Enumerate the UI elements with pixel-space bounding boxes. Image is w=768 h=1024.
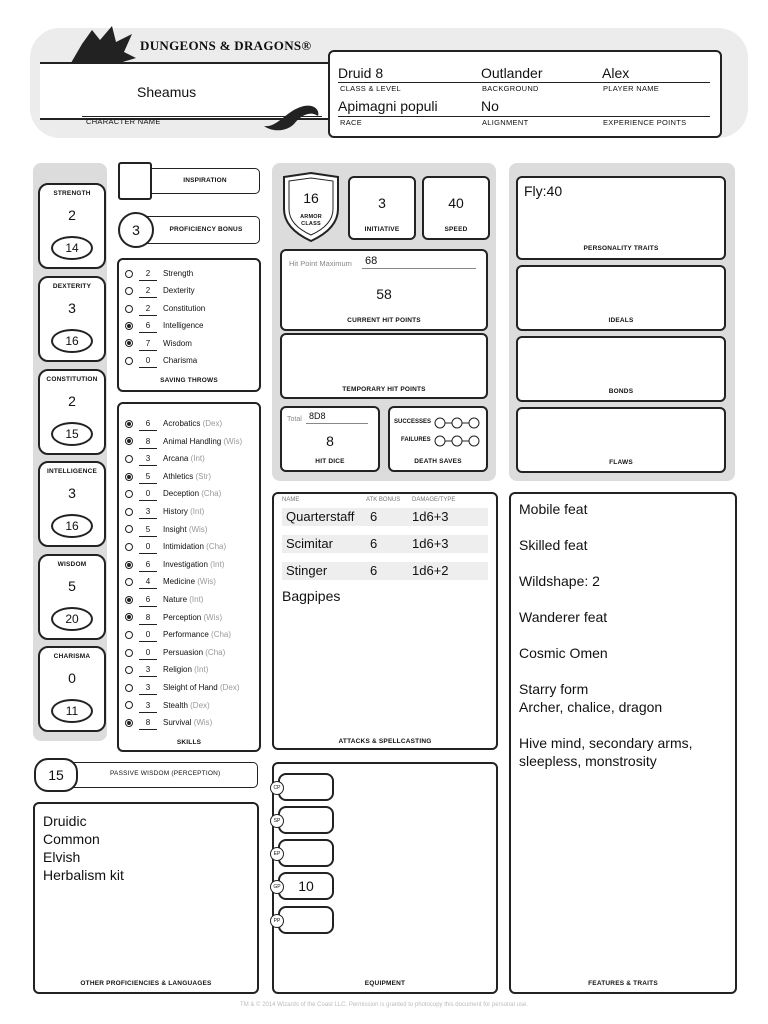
feature-line	[519, 626, 693, 644]
proficiency-checkbox[interactable]	[125, 701, 133, 709]
skill-row	[125, 594, 203, 606]
skill-name: Deception	[163, 489, 200, 499]
proficiency-checkbox[interactable]	[125, 578, 133, 586]
proficiency-checkbox[interactable]	[125, 339, 133, 347]
passive-wisdom-label: PASSIVE WISDOM (PERCEPTION)	[110, 770, 221, 777]
attack-name[interactable]: Quarterstaff	[282, 508, 366, 526]
skill-value[interactable]: 3	[139, 453, 157, 466]
skill-row	[125, 682, 240, 694]
logo-text: DUNGEONS & DRAGONS®	[140, 38, 312, 53]
proficiency-line: Elvish	[43, 849, 81, 865]
saving-throw-value[interactable]: 2	[139, 285, 157, 298]
attacks-extra[interactable]: Bagpipes	[282, 588, 341, 604]
proficiency-checkbox[interactable]	[125, 649, 133, 657]
proficiencies-panel	[33, 802, 259, 994]
character-name-label: CHARACTER NAME	[86, 117, 161, 126]
skill-row	[125, 471, 211, 483]
proficiency-line: Common	[43, 831, 100, 847]
attack-damage[interactable]: 1d6+2	[408, 562, 488, 580]
skill-attribute: (Int)	[190, 507, 205, 516]
proficiency-checkbox[interactable]	[125, 420, 133, 428]
speed-value[interactable]: 40	[448, 195, 464, 211]
banner-swirl-icon	[262, 96, 322, 132]
skill-attribute: (Dex)	[219, 683, 240, 692]
skill-value[interactable]: 3	[139, 682, 157, 695]
skill-attribute: (Int)	[190, 454, 205, 464]
current-hp-value[interactable]: 58	[376, 286, 392, 302]
skill-row	[125, 524, 207, 536]
coin-field[interactable]	[273, 773, 334, 801]
skills-panel	[117, 402, 261, 752]
saving-throw-row	[125, 338, 192, 350]
feature-line	[519, 716, 693, 734]
attacks-col-name: NAME	[282, 497, 300, 503]
skill-value[interactable]: 6	[139, 594, 157, 607]
skill-attribute: (Int)	[194, 665, 209, 675]
skill-attribute: (Int)	[189, 595, 204, 604]
saving-throw-value[interactable]: 6	[139, 320, 157, 333]
attack-name[interactable]: Stinger	[282, 562, 366, 580]
skill-name: Athletics	[163, 471, 194, 481]
skill-name: Investigation	[163, 559, 208, 569]
feature-line: Wildshape: 2	[519, 573, 600, 589]
skill-row	[125, 647, 225, 659]
ability-modifier[interactable]: 20	[51, 607, 93, 631]
background-label: BACKGROUND	[482, 84, 539, 93]
hp-max-line	[362, 268, 476, 269]
skill-value[interactable]: 8	[139, 612, 157, 625]
race-value[interactable]: Apimagni populi	[338, 98, 438, 114]
saving-throw-row	[125, 268, 193, 280]
ability-label: STRENGTH	[53, 190, 91, 197]
inspiration-checkbox[interactable]	[118, 162, 152, 200]
skill-attribute: (Str)	[195, 471, 212, 481]
skill-value[interactable]: 0	[139, 647, 157, 660]
info-line-2	[338, 116, 710, 117]
skill-value[interactable]: 0	[139, 488, 157, 501]
hit-dice-label: HIT DICE	[315, 458, 345, 465]
skill-name: Acrobatics	[163, 419, 201, 428]
ability-label: CONSTITUTION	[46, 376, 98, 383]
skill-row	[125, 629, 231, 641]
attack-name[interactable]: Scimitar	[282, 535, 366, 553]
skill-attribute: (Wis)	[193, 718, 213, 728]
feature-line: Skilled feat	[519, 537, 588, 553]
proficiency-checkbox[interactable]	[125, 613, 133, 621]
skill-name: Persuasion	[163, 647, 204, 657]
proficiency-checkbox[interactable]	[125, 525, 133, 533]
temp-hp-label: TEMPORARY HIT POINTS	[342, 386, 426, 393]
inspiration-label: INSPIRATION	[183, 177, 227, 184]
proficiency-checkbox[interactable]	[125, 357, 133, 365]
proficiency-value[interactable]: 3	[118, 212, 154, 248]
proficiency-checkbox[interactable]	[125, 719, 133, 727]
info-line-1	[338, 82, 710, 83]
skill-name: Insight	[163, 524, 187, 534]
skill-value[interactable]: 0	[139, 541, 157, 554]
coin-field[interactable]	[273, 906, 334, 934]
race-label: RACE	[340, 118, 363, 127]
coin-label: CP	[270, 781, 284, 795]
saving-throw-value[interactable]: 2	[139, 303, 157, 316]
equipment-title: EQUIPMENT	[364, 980, 406, 987]
hp-max-value[interactable]: 68	[365, 255, 378, 267]
proficiency-checkbox[interactable]	[125, 666, 133, 674]
proficiency-checkbox[interactable]	[125, 508, 133, 516]
proficiency-checkbox[interactable]	[125, 455, 133, 463]
success-checkboxes[interactable]	[434, 416, 480, 434]
proficiency-checkbox[interactable]	[125, 561, 133, 569]
skill-row	[125, 541, 226, 553]
ability-score[interactable]: 3	[68, 300, 76, 316]
armor-class-label: ARMOR CLASS	[300, 214, 322, 227]
death-saves-label: DEATH SAVES	[414, 458, 462, 465]
saving-throw-row	[125, 285, 195, 297]
skill-row	[125, 717, 212, 729]
saving-throw-row	[125, 320, 203, 332]
saving-throw-row	[125, 303, 205, 315]
armor-class-value[interactable]: 16	[303, 190, 319, 206]
personality-traits-label: PERSONALITY TRAITS	[583, 245, 659, 252]
proficiency-line: Druidic	[43, 813, 87, 829]
proficiency-label: PROFICIENCY BONUS	[169, 226, 243, 233]
ideals-label: IDEALS	[608, 317, 634, 324]
skills-title: SKILLS	[176, 739, 202, 746]
skill-row	[125, 576, 216, 588]
feature-line: Archer, chalice, dragon	[519, 699, 663, 715]
saving-throw-value[interactable]: 2	[139, 268, 157, 281]
attacks-title: ATTACKS & SPELLCASTING	[338, 738, 432, 745]
skill-row	[125, 559, 224, 571]
coin-field[interactable]	[273, 839, 334, 867]
skill-name: Perception	[163, 612, 202, 622]
proficiency-checkbox[interactable]	[125, 437, 133, 445]
feature-line	[519, 590, 693, 608]
skill-row	[125, 436, 242, 448]
ability-modifier[interactable]: 15	[51, 422, 93, 446]
saving-throw-name: Wisdom	[163, 338, 192, 348]
skill-name: Survival	[163, 718, 192, 728]
initiative-value[interactable]: 3	[378, 195, 386, 211]
failure-checkboxes[interactable]	[434, 434, 480, 452]
skill-attribute: (Dex)	[202, 419, 223, 428]
attack-row[interactable]	[282, 562, 492, 580]
alignment-value[interactable]: No	[481, 98, 499, 114]
attack-bonus[interactable]: 6	[366, 562, 408, 580]
skill-name: Intimidation	[163, 542, 204, 552]
feature-line: Cosmic Omen	[519, 645, 608, 661]
skill-value[interactable]: 5	[139, 524, 157, 537]
coin-label: EP	[270, 847, 284, 861]
ability-modifier[interactable]: 11	[51, 699, 93, 723]
skill-name: Animal Handling	[163, 436, 222, 446]
skill-value[interactable]: 3	[139, 664, 157, 677]
proficiency-checkbox[interactable]	[125, 631, 133, 639]
ability-score[interactable]: 2	[68, 207, 76, 223]
attack-bonus[interactable]: 6	[366, 508, 408, 526]
attack-damage[interactable]: 1d6+3	[408, 535, 488, 553]
skill-name: Medicine	[163, 577, 196, 587]
features-panel	[509, 492, 737, 994]
skill-name: Performance	[163, 630, 209, 640]
saving-throw-name: Dexterity	[163, 286, 195, 296]
saving-throw-value[interactable]: 0	[139, 355, 157, 368]
coin-field[interactable]	[273, 806, 334, 834]
attacks-panel	[272, 492, 498, 750]
personality-traits-value[interactable]: Fly:40	[524, 183, 563, 199]
skill-row	[125, 612, 222, 624]
passive-wisdom-value[interactable]: 15	[34, 758, 78, 792]
proficiency-checkbox[interactable]	[125, 596, 133, 604]
proficiency-checkbox[interactable]	[125, 305, 133, 313]
hit-dice-total-value[interactable]: 8D8	[309, 411, 326, 421]
skill-row	[125, 453, 205, 465]
skill-value[interactable]: 3	[139, 506, 157, 519]
skill-attribute: (Cha)	[201, 489, 222, 499]
ability-modifier[interactable]: 16	[51, 329, 93, 353]
attack-row[interactable]	[282, 535, 492, 553]
skill-name: Sleight of Hand	[163, 683, 218, 692]
saving-throw-row	[125, 355, 197, 367]
saving-throw-value[interactable]: 7	[139, 338, 157, 351]
attacks-col-bonus: ATK BONUS	[366, 497, 401, 503]
footer-copyright: TM & © 2014 Wizards of the Coast LLC. Permission is granted to photocopy this document for personal use.	[240, 1002, 528, 1008]
skill-name: Arcana	[163, 454, 189, 464]
skill-value[interactable]: 6	[139, 418, 157, 431]
skill-attribute: (Wis)	[197, 577, 216, 587]
proficiency-checkbox[interactable]	[125, 473, 133, 481]
proficiency-line: Herbalism kit	[43, 867, 124, 883]
proficiency-checkbox[interactable]	[125, 322, 133, 330]
skill-value[interactable]: 8	[139, 717, 157, 730]
skill-value[interactable]: 0	[139, 629, 157, 642]
skill-attribute: (Wis)	[188, 524, 208, 534]
armor-class-shield	[280, 171, 342, 243]
feature-line: Hive mind, secondary arms,	[519, 735, 693, 751]
failures-label: FAILURES	[401, 437, 431, 443]
skill-attribute: (Dex)	[190, 700, 210, 710]
ability-label: WISDOM	[57, 561, 87, 568]
ability-label: CHARISMA	[53, 653, 91, 660]
proficiencies-title: OTHER PROFICIENCIES & LANGUAGES	[80, 980, 212, 987]
proficiency-checkbox[interactable]	[125, 490, 133, 498]
skill-value[interactable]: 6	[139, 559, 157, 572]
ability-score[interactable]: 3	[68, 485, 76, 501]
skill-attribute: (Int)	[210, 559, 225, 569]
skill-attribute: (Cha)	[211, 630, 232, 640]
coin-value[interactable]: 10	[298, 878, 314, 894]
xp-label: EXPERIENCE POINTS	[603, 118, 687, 127]
skill-name: Religion	[163, 665, 192, 675]
attacks-col-damage: DAMAGE/TYPE	[412, 497, 456, 503]
current-hp-label: CURRENT HIT POINTS	[347, 317, 421, 324]
ability-modifier[interactable]: 14	[51, 236, 93, 260]
skill-row	[125, 700, 210, 712]
skill-attribute: (Cha)	[205, 647, 226, 657]
features-text[interactable]	[519, 500, 693, 770]
skill-name: Stealth	[163, 700, 188, 710]
skill-row	[125, 488, 221, 500]
skill-value[interactable]: 4	[139, 576, 157, 589]
feature-line: Wanderer feat	[519, 609, 608, 625]
proficiency-checkbox[interactable]	[125, 543, 133, 551]
skill-name: Nature	[163, 595, 188, 604]
saving-throw-name: Constitution	[163, 303, 206, 313]
ability-score[interactable]: 2	[68, 393, 76, 409]
skill-value[interactable]: 3	[139, 700, 157, 713]
skill-row	[125, 664, 208, 676]
skill-name: History	[163, 507, 188, 516]
attack-row[interactable]	[282, 508, 492, 526]
initiative-label: INITIATIVE	[364, 226, 400, 233]
coin-field[interactable]	[273, 872, 334, 900]
attack-bonus[interactable]: 6	[366, 535, 408, 553]
features-title: FEATURES & TRAITS	[588, 980, 658, 987]
proficiencies-text[interactable]	[43, 812, 124, 884]
alignment-label: ALIGNMENT	[482, 118, 529, 127]
skill-attribute: (Cha)	[206, 542, 227, 552]
saving-throw-name: Intelligence	[163, 321, 204, 331]
player-name-value[interactable]: Alex	[602, 65, 630, 81]
saving-throws-panel	[117, 258, 261, 392]
skill-row	[125, 506, 204, 518]
hit-dice-value[interactable]: 8	[326, 433, 334, 449]
ability-label: INTELLIGENCE	[46, 468, 98, 475]
saving-throw-name: Strength	[163, 269, 194, 278]
skill-value[interactable]: 8	[139, 436, 157, 449]
hit-dice-total-label: Total	[287, 416, 302, 423]
feature-line: Starry form	[519, 681, 589, 697]
bonds-label: BONDS	[608, 388, 634, 395]
proficiency-checkbox[interactable]	[125, 287, 133, 295]
successes-label: SUCCESSES	[394, 419, 432, 425]
saving-throw-name: Charisma	[163, 356, 198, 365]
feature-line: Mobile feat	[519, 501, 588, 517]
coin-label: PP	[270, 914, 284, 928]
feature-line	[519, 518, 693, 536]
coin-label: GP	[270, 880, 284, 894]
feature-line	[519, 662, 693, 680]
class-level-value[interactable]: Druid 8	[338, 65, 384, 81]
ability-label: DEXTERITY	[52, 283, 92, 290]
attack-damage[interactable]: 1d6+3	[408, 508, 488, 526]
skill-attribute: (Wis)	[203, 612, 223, 622]
player-name-label: PLAYER NAME	[603, 84, 660, 93]
feature-line	[519, 554, 693, 572]
ability-score[interactable]: 5	[68, 578, 76, 594]
background-value[interactable]: Outlander	[481, 65, 543, 81]
hit-dice-total-line	[306, 423, 368, 424]
coin-label: SP	[270, 814, 284, 828]
saving-throws-title: SAVING THROWS	[160, 377, 218, 384]
ability-score[interactable]: 0	[68, 670, 76, 686]
proficiency-checkbox[interactable]	[125, 270, 133, 278]
class-level-label: CLASS & LEVEL	[340, 84, 402, 93]
proficiency-checkbox[interactable]	[125, 684, 133, 692]
skill-attribute: (Wis)	[223, 436, 243, 446]
skill-row	[125, 418, 222, 430]
flaws-label: FLAWS	[609, 459, 633, 466]
ability-modifier[interactable]: 16	[51, 514, 93, 538]
speed-label: SPEED	[444, 226, 468, 233]
feature-line: sleepless, monstrosity	[519, 753, 657, 769]
skill-value[interactable]: 5	[139, 471, 157, 484]
character-name-value[interactable]: Sheamus	[137, 84, 197, 100]
hp-max-label: Hit Point Maximum	[289, 259, 352, 268]
